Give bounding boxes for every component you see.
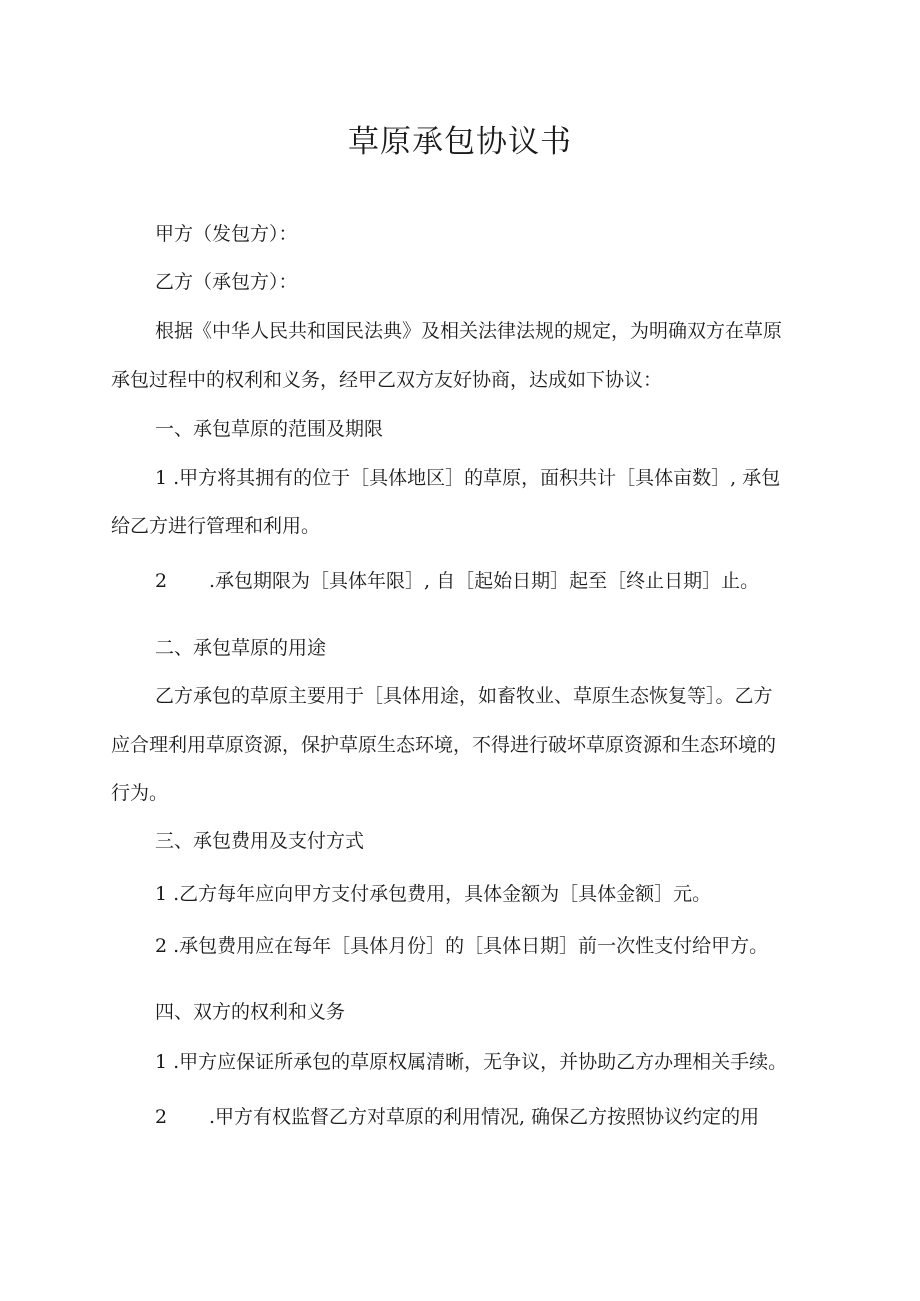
section-1-item-1-line-1: 1 .甲方将其拥有的位于［具体地区］的草原，面积共计［具体亩数］, 承包 bbox=[155, 467, 781, 489]
item-number: 2 bbox=[155, 570, 168, 592]
preamble-line-2: 承包过程中的权利和义务，经甲乙双方友好协商，达成如下协议： bbox=[111, 369, 663, 391]
section-3-item-1: 1 .乙方每年应向甲方支付承包费用，具体金额为［具体金额］元。 bbox=[155, 883, 712, 905]
party-a-label: 甲方（发包方）： bbox=[155, 223, 298, 245]
document-title: 草原承包协议书 bbox=[348, 124, 572, 160]
section-3-item-2: 2 .承包费用应在每年［具体月份］的［具体日期］前一次性支付给甲方。 bbox=[155, 935, 769, 957]
party-b-label: 乙方（承包方）： bbox=[155, 271, 298, 293]
section-2-para-line-3: 行为。 bbox=[111, 782, 169, 804]
section-2-para-line-1: 乙方承包的草原主要用于［具体用途，如畜牧业、草原生态恢复等］。乙方 bbox=[155, 685, 773, 707]
section-1-item-2 bbox=[155, 569, 759, 593]
section-1-item-1-line-2: 给乙方进行管理和利用。 bbox=[111, 515, 321, 537]
section-1-heading: 一、承包草原的范围及期限 bbox=[155, 418, 384, 440]
section-4-heading: 四、双方的权利和义务 bbox=[155, 1001, 346, 1023]
item-text: .承包期限为［具体年限］, 自［起始日期］起至［终止日期］止。 bbox=[209, 570, 760, 592]
preamble-line-1: 根据《中华人民共和国民法典》及相关法律法规的规定，为明确双方在草原 bbox=[155, 320, 783, 342]
section-4-item-1: 1 .甲方应保证所承包的草原权属清晰，无争议，并协助乙方办理相关手续。 bbox=[155, 1051, 788, 1073]
section-4-item-2 bbox=[155, 1105, 759, 1129]
section-2-para-line-2: 应合理利用草原资源，保护草原生态环境，不得进行破坏草原资源和生态环境的 bbox=[111, 734, 777, 756]
section-3-heading: 三、承包费用及支付方式 bbox=[155, 830, 365, 852]
item-number: 2 bbox=[155, 1106, 168, 1128]
item-text: .甲方有权监督乙方对草原的利用情况, 确保乙方按照协议约定的用 bbox=[209, 1106, 760, 1128]
section-2-heading: 二、承包草原的用途 bbox=[155, 637, 327, 659]
